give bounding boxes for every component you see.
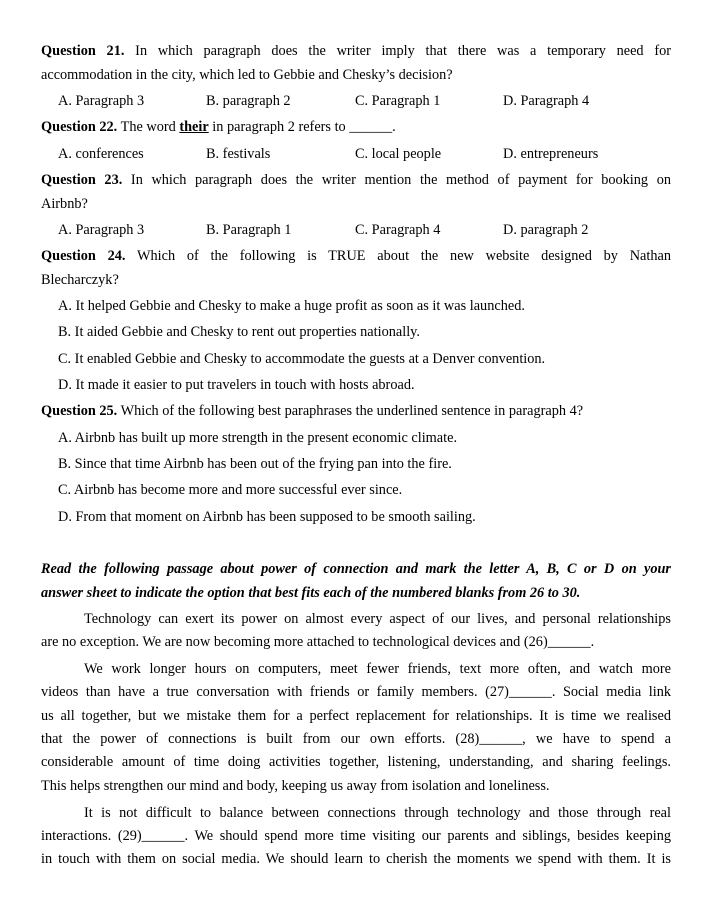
q21-option-d[interactable]: D. Paragraph 4 xyxy=(503,93,590,109)
q22-text-post: in paragraph 2 refers to ______. xyxy=(208,119,396,135)
passage-p1-line-2: are no exception. We are now becoming more attached to technological devices and (26)______. xyxy=(41,634,595,650)
instruction-line-1: Read the following passage about power of connection and mark the letter A, B, C or D on your xyxy=(41,561,671,577)
passage-p2-line-6: This helps strengthen our mind and body, keeping us away from isolation and loneliness. xyxy=(41,778,550,794)
q25-option-d[interactable]: D. From that moment on Airbnb has been supposed to be smooth sailing. xyxy=(58,509,476,525)
passage-p2-line-5: considerable amount of time doing activities together, listening, understanding, and sharing feelings. xyxy=(41,754,671,770)
passage-p2-line-1: We work longer hours on computers, meet fewer friends, text more often, and watch more xyxy=(84,661,671,677)
q24-option-c[interactable]: C. It enabled Gebbie and Chesky to accommodate the guests at a Denver convention. xyxy=(58,351,546,367)
q22-option-a[interactable]: A. conferences xyxy=(58,146,144,162)
q24-label: Question 24. xyxy=(41,248,126,264)
q23-option-c[interactable]: C. Paragraph 4 xyxy=(355,222,441,238)
q23-label: Question 23. xyxy=(41,172,123,188)
instruction-line-2: answer sheet to indicate the option that best fits each of the numbered blanks from 26 to 30. xyxy=(41,585,581,601)
q23-option-a[interactable]: A. Paragraph 3 xyxy=(58,222,145,238)
passage-p3-line-2: interactions. (29)______. We should spend more time visiting our parents and siblings, besides keeping xyxy=(41,828,671,844)
q21-text-2: accommodation in the city, which led to Gebbie and Chesky’s decision? xyxy=(41,67,453,83)
passage-p1-line-1: Technology can exert its power on almost every aspect of our lives, and personal relationships xyxy=(84,611,671,627)
q21-label: Question 21. xyxy=(41,43,125,59)
q21-line-1 xyxy=(41,41,671,61)
q25-option-a[interactable]: A. Airbnb has built up more strength in the present economic climate. xyxy=(58,430,458,446)
q22-text-pre: The word xyxy=(117,119,180,135)
q22-line xyxy=(41,117,671,137)
q21-text-1: In which paragraph does the writer imply that there was a temporary need for xyxy=(124,43,671,59)
q22-option-d[interactable]: D. entrepreneurs xyxy=(503,146,599,162)
q23-option-b[interactable]: B. Paragraph 1 xyxy=(206,222,292,238)
q25-line xyxy=(41,401,671,421)
passage-p2-line-4: that the power of connections is built from our own efforts. (28)______, we have to spend a xyxy=(41,731,671,747)
passage-p2-line-3: us all together, but we mistake them for a perfect replacement for relationships. It is time we realised xyxy=(41,708,671,724)
q25-option-b[interactable]: B. Since that time Airbnb has been out of the frying pan into the fire. xyxy=(58,456,452,472)
q21-option-b[interactable]: B. paragraph 2 xyxy=(206,93,291,109)
q24-line-1 xyxy=(41,246,671,266)
q23-text-2: Airbnb? xyxy=(41,196,88,212)
q25-label: Question 25. xyxy=(41,403,118,419)
q22-label: Question 22. xyxy=(41,119,118,135)
passage-p2-line-2: videos than have a true conversation with friends or family members. (27)______. Social media link xyxy=(41,684,671,700)
q22-option-b[interactable]: B. festivals xyxy=(206,146,271,162)
q25-option-c[interactable]: C. Airbnb has become more and more successful ever since. xyxy=(58,482,403,498)
q24-option-b[interactable]: B. It aided Gebbie and Chesky to rent out properties nationally. xyxy=(58,324,420,340)
q23-line-1 xyxy=(41,170,671,190)
passage-p3-line-1: It is not difficult to balance between connections through technology and those through real xyxy=(84,805,671,821)
q21-option-a[interactable]: A. Paragraph 3 xyxy=(58,93,145,109)
q23-text-1: In which paragraph does the writer mention the method of payment for booking on xyxy=(122,172,671,188)
q21-option-c[interactable]: C. Paragraph 1 xyxy=(355,93,441,109)
q23-option-d[interactable]: D. paragraph 2 xyxy=(503,222,589,238)
q22-underlined-word: their xyxy=(179,119,209,135)
q22-option-c[interactable]: C. local people xyxy=(355,146,442,162)
passage-p3-line-3: in touch with them on social media. We should learn to cherish the moments we spend with them. It is xyxy=(41,851,671,867)
q24-option-a[interactable]: A. It helped Gebbie and Chesky to make a huge profit as soon as it was launched. xyxy=(58,298,525,314)
q24-text-1: Which of the following is TRUE about the new website designed by Nathan xyxy=(125,248,672,264)
q24-option-d[interactable]: D. It made it easier to put travelers in touch with hosts abroad. xyxy=(58,377,415,393)
q25-text-1: Which of the following best paraphrases the underlined sentence in paragraph 4? xyxy=(117,403,584,419)
q24-text-2: Blecharczyk? xyxy=(41,272,119,288)
